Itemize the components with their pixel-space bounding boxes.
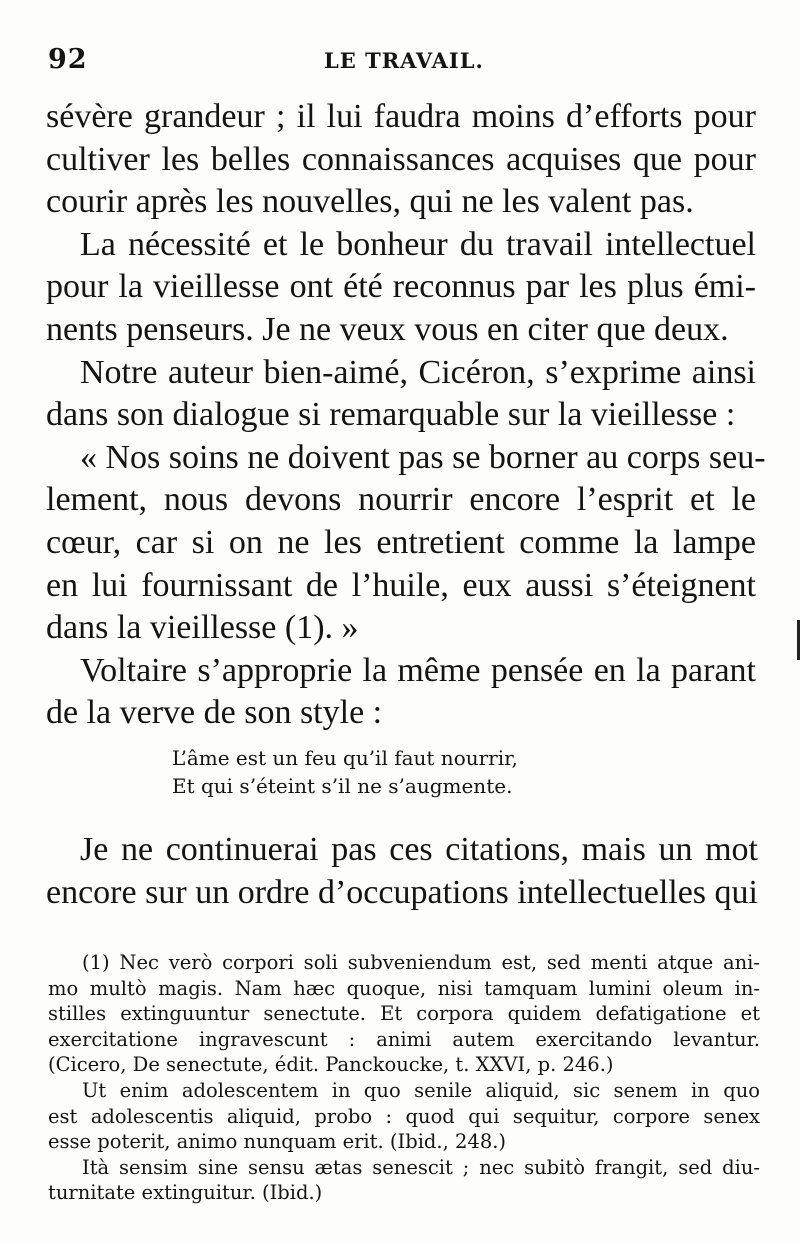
text-line: Notre auteur bien-aimé, Cicéron, s’exprime ainsi bbox=[80, 353, 756, 391]
footnote-line: (1) Nec verò corpori soli subveniendum est, sed menti atque ani- bbox=[82, 951, 760, 974]
text-line: Voltaire s’approprie la même pensée en la parant bbox=[80, 651, 756, 689]
footnote-line: exercitatione ingravescunt : animi autem exercitando levantur. bbox=[48, 1027, 760, 1051]
footnote-line: Ità sensim sine sensu ætas senescit ; nec subitò frangit, sed diu- bbox=[82, 1155, 760, 1179]
main-text bbox=[46, 96, 766, 735]
footnote-line: turnitate extinguitur. (Ibid.) bbox=[48, 1181, 323, 1205]
footnote-line: mo multò magis. Nam hæc quoque, nisi tamquam lumini oleum in- bbox=[48, 976, 760, 1000]
text-line: La nécessité et le bonheur du travail intellectuel bbox=[80, 225, 756, 263]
text-line: en lui fournissant de l’huile, eux aussi s’éteignent bbox=[46, 566, 756, 604]
footnote-line: Ut enim adolescentem in quo senile aliquid, sic senem in quo bbox=[82, 1078, 760, 1102]
text-line: sévère grandeur ; il lui faudra moins d’efforts pour bbox=[46, 98, 756, 135]
text-line: « Nos soins ne doivent pas se borner au corps seu- bbox=[80, 438, 766, 476]
text-line: encore sur un ordre d’occupations intellectuelles qui bbox=[46, 874, 758, 911]
text-line: pour la vieillesse ont été reconnus par les plus émi- bbox=[46, 268, 756, 306]
footnote-line: esse poterit, animo nunquam erit. (Ibid., 248.) bbox=[48, 1130, 507, 1154]
text-line: Je ne continuerai pas ces citations, mais un mot bbox=[80, 831, 758, 868]
verse-line: L’âme est un feu qu’il faut nourrir, bbox=[172, 746, 518, 770]
verse-line: Et qui s’éteint s’il ne s’augmente. bbox=[172, 774, 513, 798]
text-line: nents penseurs. Je ne veux vous en citer que deux. bbox=[46, 310, 729, 348]
main-text-continued bbox=[46, 828, 758, 914]
page-header bbox=[48, 44, 748, 84]
text-line: de la verve de son style : bbox=[46, 694, 383, 732]
text-line: courir après les nouvelles, qui ne les valent pas. bbox=[46, 183, 694, 221]
text-line: cœur, car si on ne les entretient comme la lampe bbox=[46, 523, 756, 561]
footnote-line: (Cicero, De senectute, édit. Panckoucke, t. XXVI, p. 246.) bbox=[48, 1053, 614, 1077]
verse-quote bbox=[172, 744, 518, 800]
text-line: lement, nous devons nourrir encore l’esprit et le bbox=[46, 481, 756, 519]
footnotes bbox=[48, 950, 760, 1206]
text-line: cultiver les belles connaissances acquises que pour bbox=[46, 140, 756, 178]
page-number: 92 bbox=[48, 44, 88, 75]
footnote-line: est adolescentis aliquid, probo : quod qui sequitur, corpore senex bbox=[48, 1104, 760, 1128]
text-line: dans son dialogue si remarquable sur la vieillesse : bbox=[46, 396, 736, 434]
text-line: dans la vieillesse (1). » bbox=[46, 609, 359, 647]
footnote-line: stilles extinguuntur senectute. Et corpora quidem defatigatione et bbox=[48, 1002, 760, 1026]
running-title: LE TRAVAIL. bbox=[324, 48, 484, 73]
